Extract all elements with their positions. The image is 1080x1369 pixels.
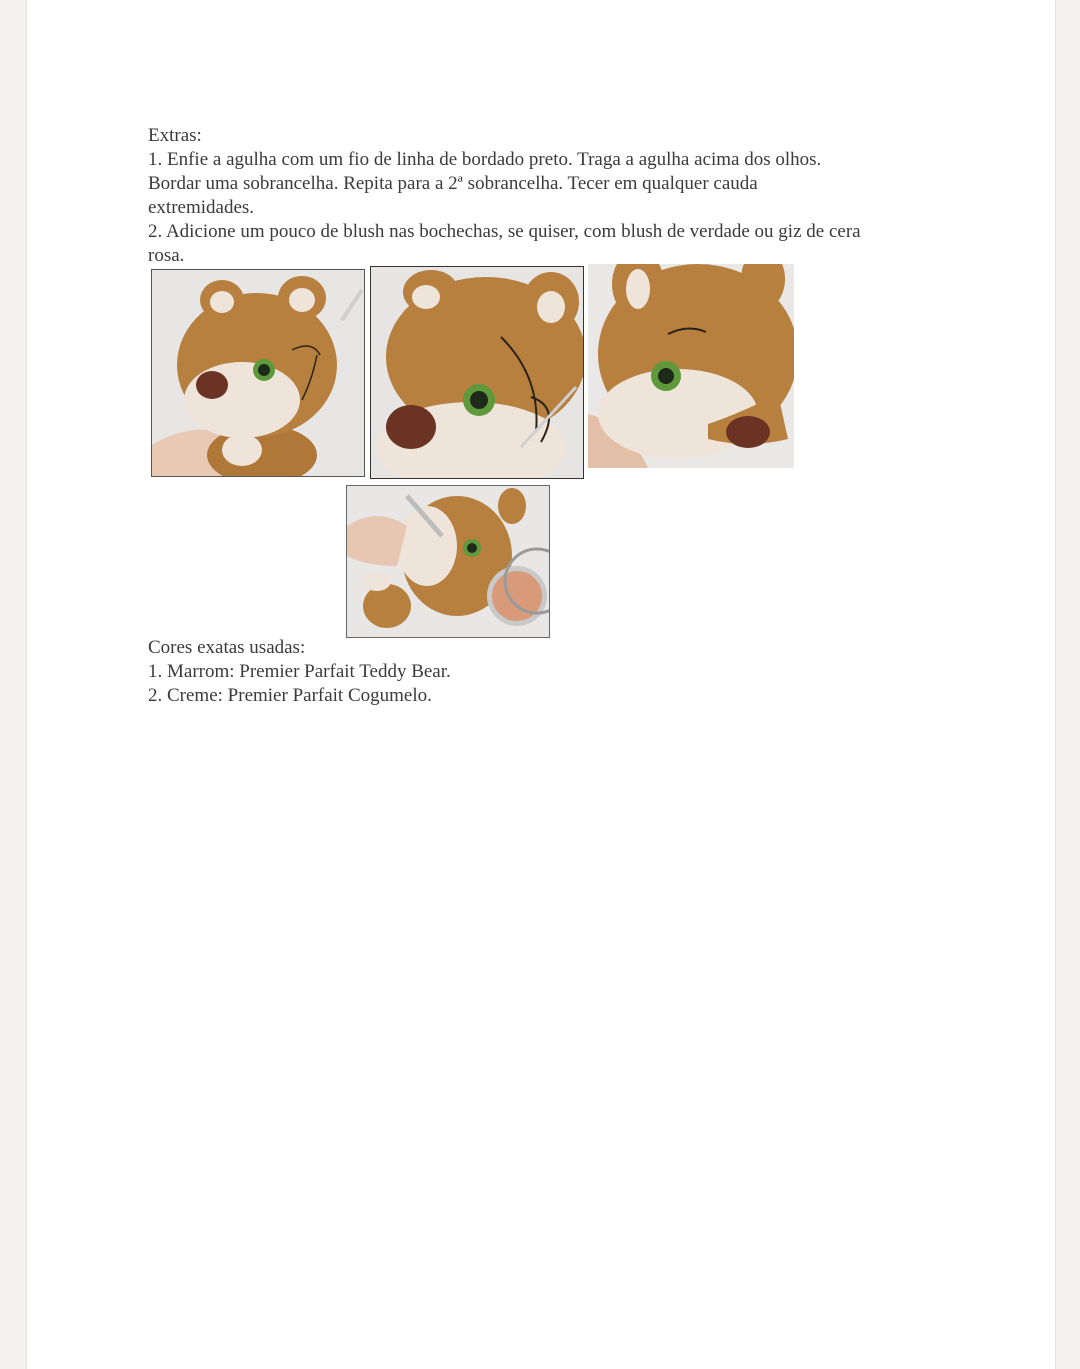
colors-item-1: 1. Marrom: Premier Parfait Teddy Bear. bbox=[148, 661, 451, 682]
colors-item-2: 2. Creme: Premier Parfait Cogumelo. bbox=[148, 685, 432, 706]
extras-heading: Extras: bbox=[148, 125, 202, 146]
extras-line-5: rosa. bbox=[148, 245, 185, 266]
colors-heading: Cores exatas usadas: bbox=[148, 637, 306, 658]
photo-eyebrow-side bbox=[588, 264, 794, 468]
photo-applying-blush bbox=[346, 485, 550, 638]
extras-line-2: Bordar uma sobrancelha. Repita para a 2ª sobrancelha. Tecer em qualquer cauda bbox=[148, 173, 758, 194]
extras-line-3: extremidades. bbox=[148, 197, 255, 218]
extras-line-1: 1. Enfie a agulha com um fio de linha de bordado preto. Traga a agulha acima dos olhos. bbox=[148, 149, 822, 170]
photo-eyebrow-front bbox=[151, 269, 365, 477]
extras-line-4: 2. Adicione um pouco de blush nas bochechas, se quiser, com blush de verdade ou giz de cera bbox=[148, 221, 861, 242]
photo-eyebrow-closeup bbox=[370, 266, 584, 479]
